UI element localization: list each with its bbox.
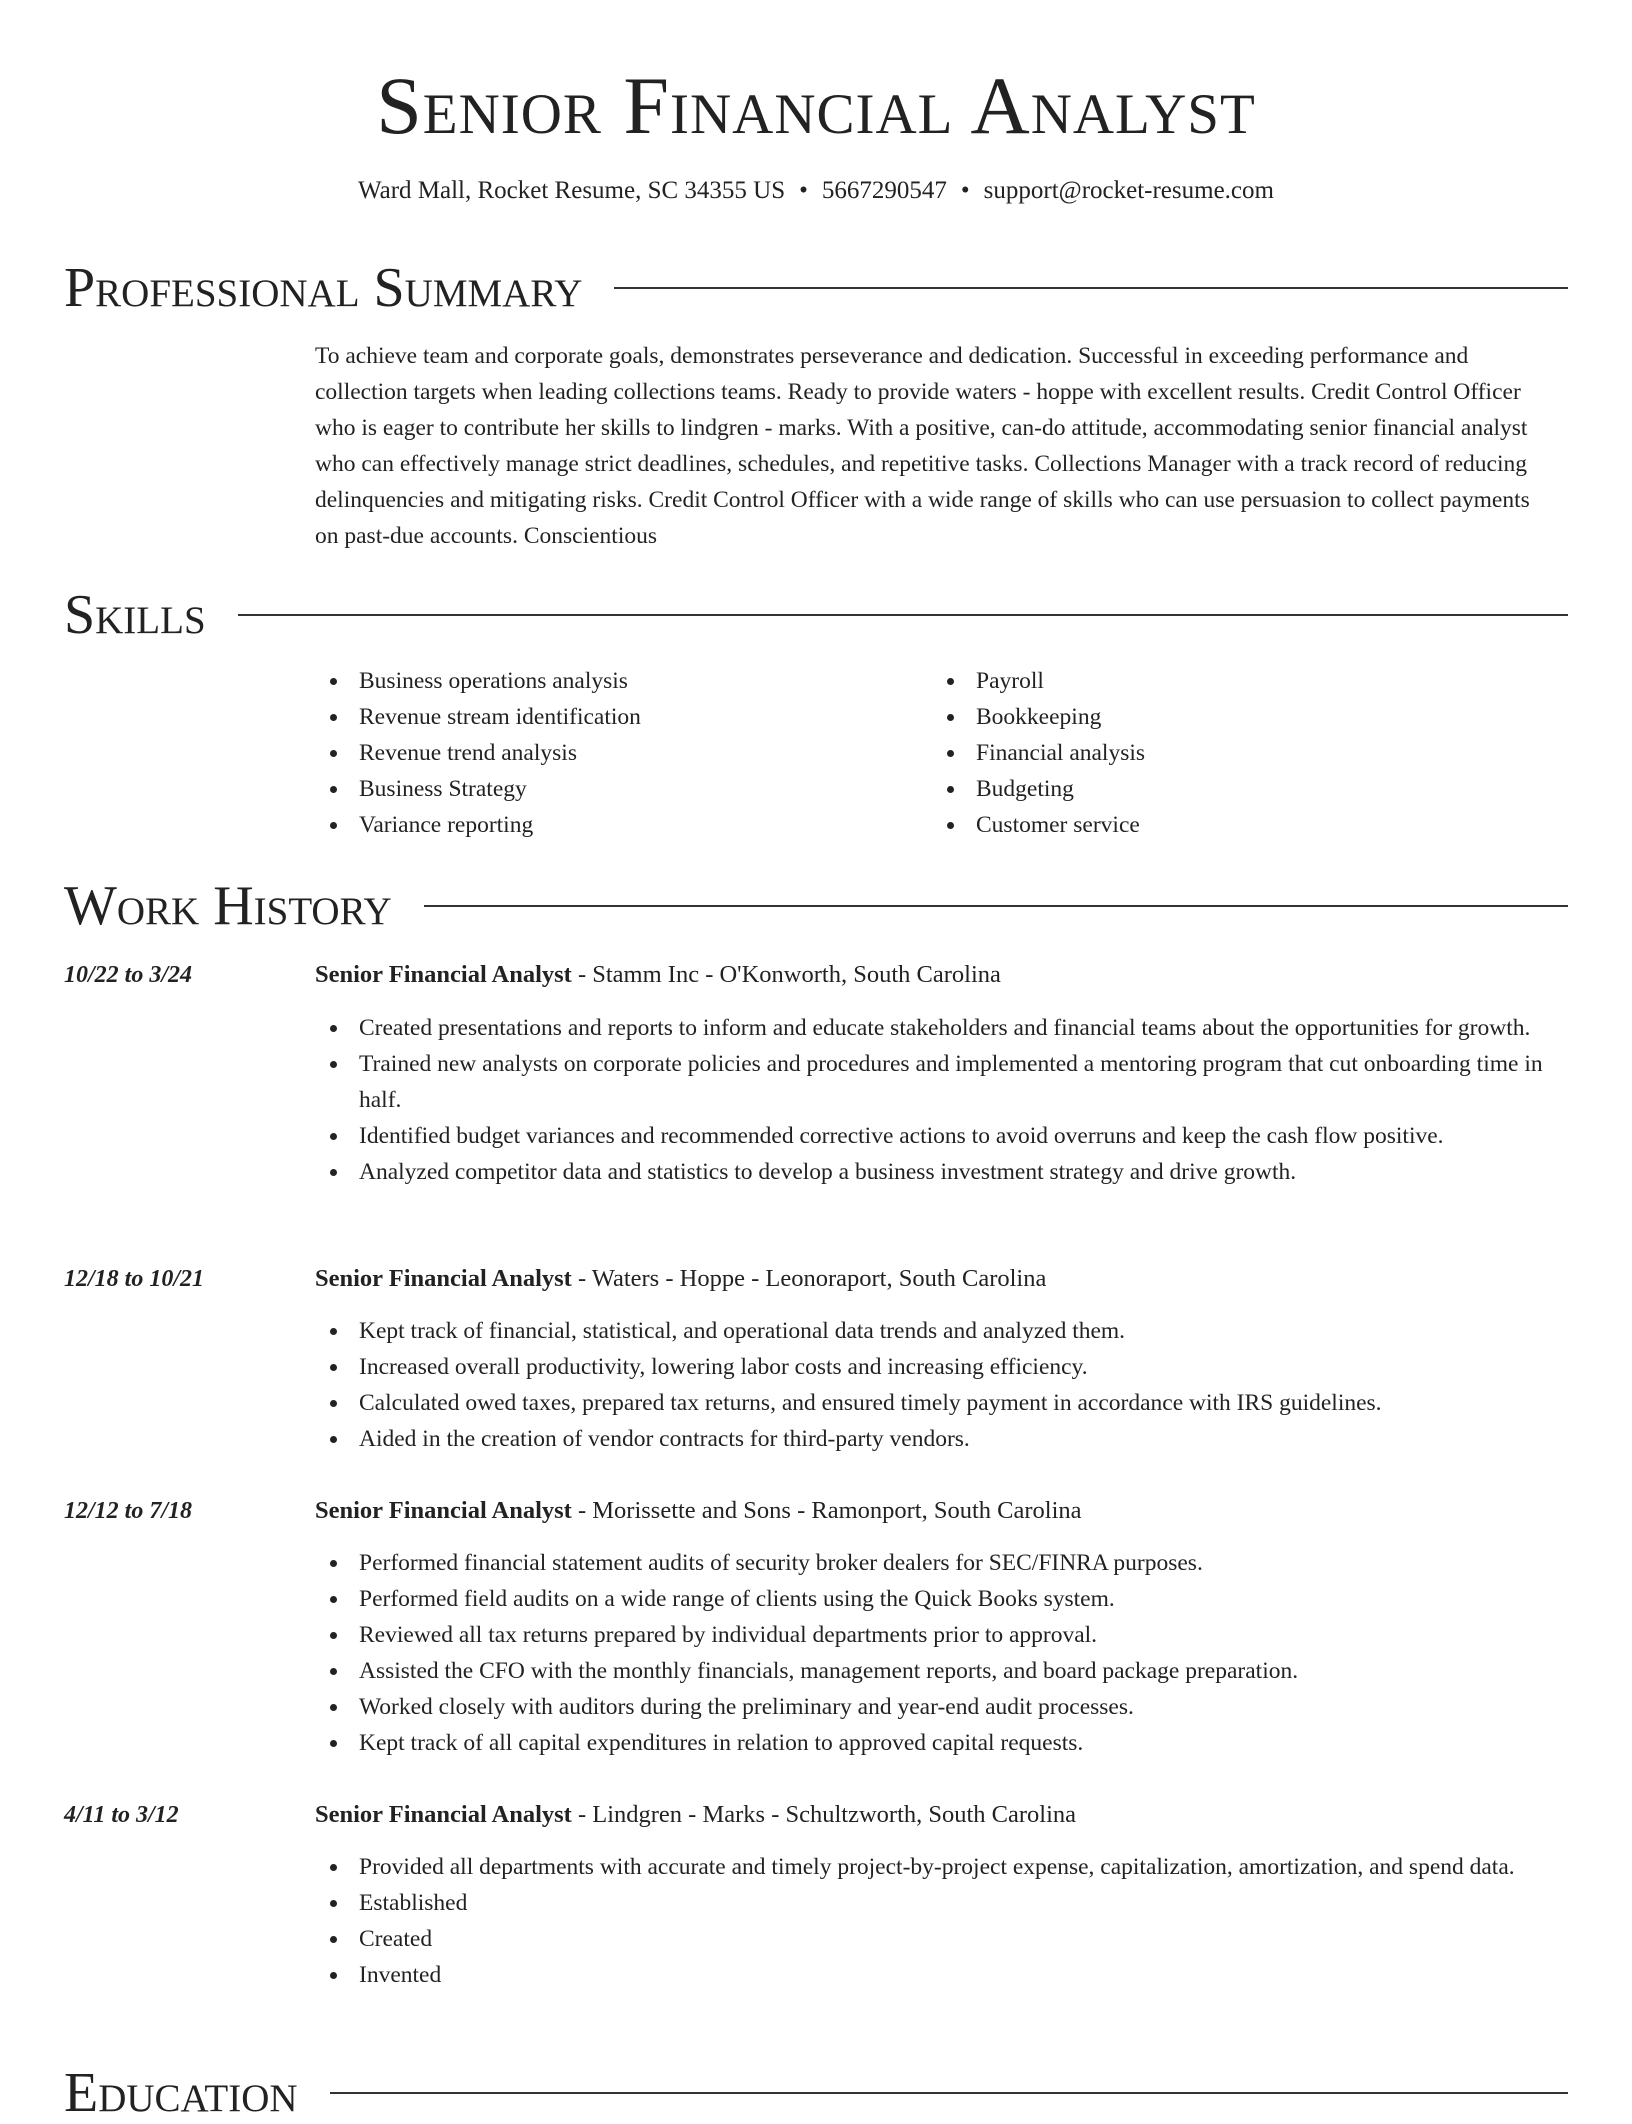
job-bullet: Assisted the CFO with the monthly financials, management reports, and board package preparation. — [315, 1653, 1547, 1689]
skill-item: Revenue stream identification — [315, 699, 915, 735]
job-dates: 10/22 to 3/24 — [64, 962, 193, 988]
section-title: Professional Summary — [64, 257, 583, 319]
job-heading — [315, 1261, 1046, 1297]
job-bullet: Provided all departments with accurate and timely project-by-project expense, capitalization, amortization, and spend data. — [315, 1849, 1547, 1885]
job-bullet: Analyzed competitor data and statistics to develop a business investment strategy and drive growth. — [315, 1154, 1547, 1190]
job-title: Senior Financial Analyst — [315, 1265, 572, 1292]
job-dates: 12/18 to 10/21 — [64, 1266, 205, 1292]
job-dates: 4/11 to 3/12 — [64, 1802, 179, 1828]
job-company: - Morissette and Sons - Ramonport, South Carolina — [571, 1497, 1082, 1524]
job-bullet: Trained new analysts on corporate policies and procedures and implemented a mentoring program that cut onboarding time in half. — [315, 1046, 1547, 1118]
skill-item: Revenue trend analysis — [315, 735, 915, 771]
job-bullets — [315, 1010, 1547, 1190]
summary-text: To achieve team and corporate goals, demonstrates perseverance and dedication. Successful in exceeding performance and collection targets when leading collections teams. Ready to provide waters - hoppe with excellent results. Credit Control Officer who is eager to contribute her skills to lindgren - marks. With a positive, can-do attitude, accommodating senior financial analyst who can effectively manage strict deadlines, schedules, and repetitive tasks. Collections Manager with a track record of reducing delinquencies and mitigating risks. Credit Control Officer with a wide range of skills who can use persuasion to collect payments on past-due accounts. Conscientious — [315, 343, 1530, 549]
skill-item: Bookkeeping — [932, 699, 1532, 735]
job-bullet: Aided in the creation of vendor contracts for third-party vendors. — [315, 1421, 1547, 1457]
skill-item: Budgeting — [932, 771, 1532, 807]
contact-line — [0, 174, 1632, 208]
job-bullet: Created presentations and reports to inform and educate stakeholders and financial teams about the opportunities for growth. — [315, 1010, 1547, 1046]
job-bullet: Invented — [315, 1957, 1547, 1993]
job-bullet: Created — [315, 1921, 1547, 1957]
skills-list-left — [315, 663, 915, 843]
section-title: Work History — [64, 875, 392, 937]
contact-email: support@rocket-resume.com — [983, 177, 1274, 204]
job-heading — [315, 1797, 1076, 1833]
skill-item: Customer service — [932, 807, 1532, 843]
skill-item: Payroll — [932, 663, 1532, 699]
resume-name: Senior Financial Analyst — [376, 60, 1256, 151]
job-bullet: Increased overall productivity, lowering labor costs and increasing efficiency. — [315, 1349, 1547, 1385]
job-bullet: Identified budget variances and recommended corrective actions to avoid overruns and keep the cash flow positive. — [315, 1118, 1547, 1154]
skill-item: Business operations analysis — [315, 663, 915, 699]
job-company: - Lindgren - Marks - Schultzworth, South Carolina — [571, 1801, 1077, 1828]
section-title: Skills — [64, 584, 206, 646]
contact-separator: • — [960, 177, 970, 204]
job-title: Senior Financial Analyst — [315, 961, 572, 988]
skill-item: Business Strategy — [315, 771, 915, 807]
section-heading-education — [64, 2063, 1568, 2123]
contact-separator: • — [799, 177, 808, 204]
job-bullet: Kept track of financial, statistical, and operational data trends and analyzed them. — [315, 1313, 1547, 1349]
job-bullets — [315, 1313, 1547, 1457]
job-bullet: Established — [315, 1885, 1547, 1921]
section-heading-skills — [64, 585, 1568, 645]
job-bullet: Calculated owed taxes, prepared tax returns, and ensured timely payment in accordance with IRS guidelines. — [315, 1385, 1547, 1421]
job-dates: 12/12 to 7/18 — [64, 1498, 193, 1524]
job-bullet: Worked closely with auditors during the preliminary and year-end audit processes. — [315, 1689, 1547, 1725]
job-heading — [315, 957, 1001, 993]
section-divider — [238, 614, 1568, 616]
section-heading-summary — [64, 258, 1568, 318]
skill-item: Variance reporting — [315, 807, 915, 843]
job-title: Senior Financial Analyst — [315, 1497, 572, 1524]
job-bullets — [315, 1849, 1547, 1993]
skills-list-right — [932, 663, 1532, 843]
job-company: - Waters - Hoppe - Leonoraport, South Carolina — [571, 1265, 1047, 1292]
job-bullet: Performed financial statement audits of security broker dealers for SEC/FINRA purposes. — [315, 1545, 1547, 1581]
job-company: - Stamm Inc - O'Konworth, South Carolina — [571, 961, 1001, 988]
contact-phone: 5667290547 — [821, 177, 947, 204]
job-bullet: Kept track of all capital expenditures in relation to approved capital requests. — [315, 1725, 1547, 1761]
job-title: Senior Financial Analyst — [315, 1801, 572, 1828]
job-bullets — [315, 1545, 1547, 1761]
contact-address: Ward Mall, Rocket Resume, SC 34355 US — [358, 177, 786, 204]
section-title: Education — [64, 2062, 298, 2124]
skill-item: Financial analysis — [932, 735, 1532, 771]
section-heading-work — [64, 876, 1568, 936]
job-bullet: Performed field audits on a wide range of clients using the Quick Books system. — [315, 1581, 1547, 1617]
job-heading — [315, 1493, 1082, 1529]
section-divider — [424, 905, 1568, 907]
job-bullet: Reviewed all tax returns prepared by individual departments prior to approval. — [315, 1617, 1547, 1653]
section-divider — [614, 287, 1568, 289]
section-divider — [330, 2092, 1568, 2094]
